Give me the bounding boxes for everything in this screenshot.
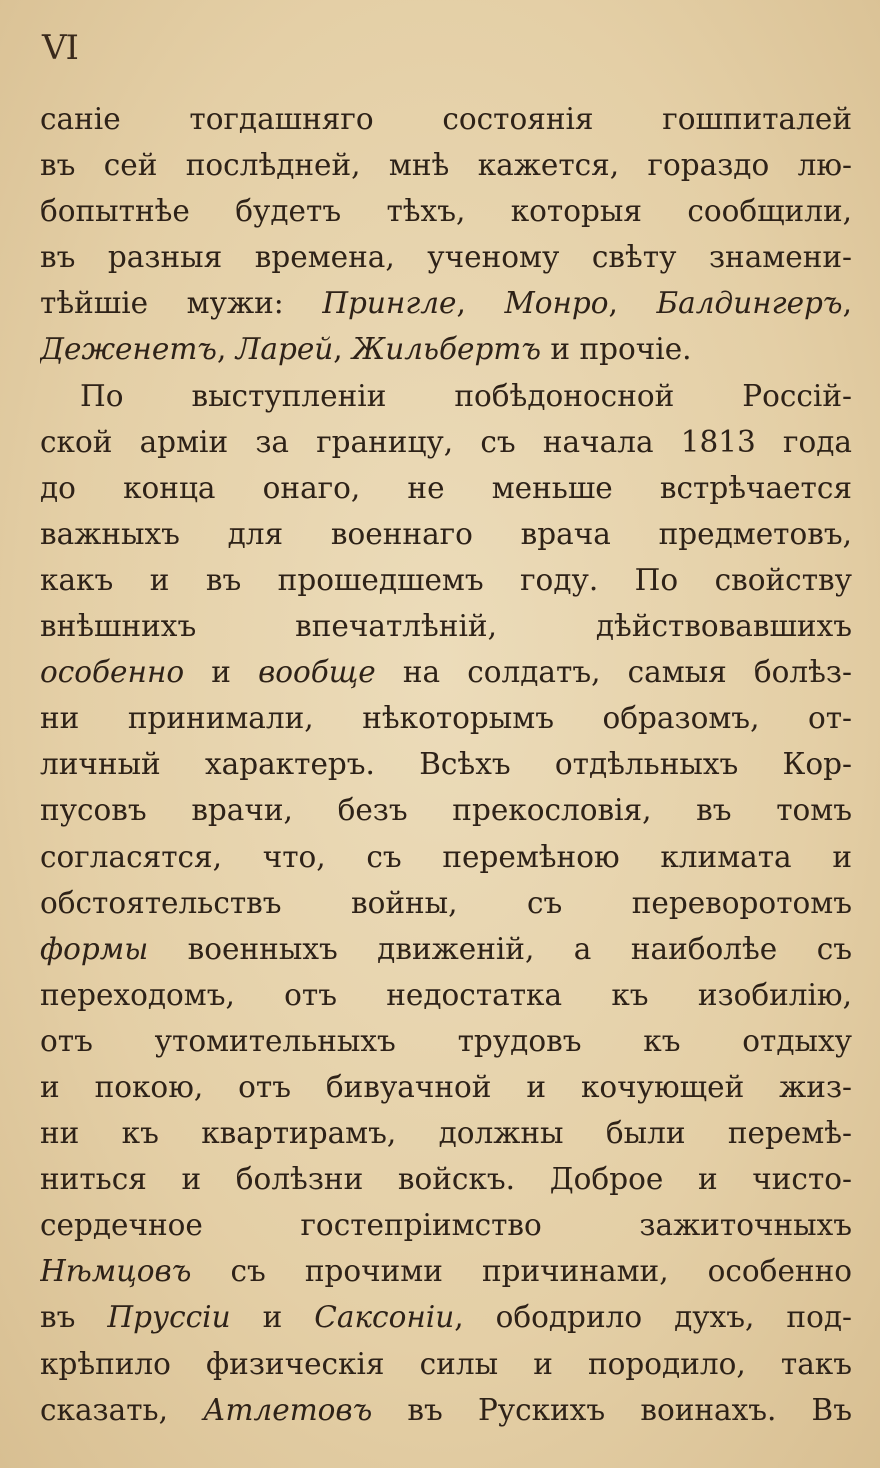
text-segment: военныхъ движеній, а наиболѣе съ xyxy=(148,931,852,966)
text-segment: тѣйшіе мужи: xyxy=(40,286,323,321)
text-segment: , xyxy=(608,286,657,321)
text-segment: на солдатъ, самыя болѣз- xyxy=(375,655,852,690)
text-segment: согласятся, что, съ перемѣною климата и xyxy=(40,839,852,874)
text-segment: , xyxy=(216,332,236,367)
page-number: VI xyxy=(42,28,78,68)
text-segment: , xyxy=(456,286,505,321)
text-line xyxy=(40,1110,852,1156)
text-line xyxy=(40,1248,852,1294)
italic-text: Деженетъ xyxy=(40,332,217,367)
text-segment: , ободрило духъ, под- xyxy=(454,1300,852,1335)
text-segment: ской арміи за границу, съ начала 1813 года xyxy=(40,424,852,459)
text-line xyxy=(40,142,852,188)
text-line xyxy=(40,326,852,372)
text-segment: сказать, xyxy=(40,1392,204,1427)
text-line xyxy=(40,419,852,465)
text-line xyxy=(40,880,852,926)
text-segment: личный характеръ. Всѣхъ отдѣльныхъ Кор- xyxy=(40,747,852,782)
italic-text: Жильбертъ xyxy=(352,332,542,367)
text-segment: въ разныя времена, ученому свѣту знамени- xyxy=(40,240,852,275)
text-segment: переходомъ, отъ недостатка къ изобилію, xyxy=(40,977,852,1012)
text-line xyxy=(40,1294,852,1340)
text-line xyxy=(40,1018,852,1064)
italic-text: Ларей xyxy=(235,332,334,367)
text-segment: По выступленіи побѣдоносной Россій- xyxy=(80,378,852,413)
text-line xyxy=(40,280,852,326)
text-segment: крѣпило физическія силы и породило, такъ xyxy=(40,1346,852,1381)
text-segment: до конца онаго, не меньше встрѣчается xyxy=(40,470,852,505)
text-line xyxy=(40,741,852,787)
text-line xyxy=(40,603,852,649)
italic-text: Нѣмцовъ xyxy=(40,1254,192,1289)
text-line xyxy=(40,373,852,419)
text-line xyxy=(40,465,852,511)
text-line xyxy=(40,96,852,142)
text-segment: важныхъ для военнаго врача предметовъ, xyxy=(40,516,852,551)
text-line xyxy=(40,926,852,972)
text-line xyxy=(40,1387,852,1433)
text-line xyxy=(40,557,852,603)
text-line xyxy=(40,1064,852,1110)
text-line xyxy=(40,649,852,695)
text-segment: ни къ квартирамъ, должны были перемѣ- xyxy=(40,1116,852,1151)
italic-text: Пруссіи xyxy=(107,1300,231,1335)
italic-text: Атлетовъ xyxy=(203,1392,373,1427)
text-line xyxy=(40,787,852,833)
text-segment: обстоятельствъ войны, съ переворотомъ xyxy=(40,885,852,920)
text-line xyxy=(40,234,852,280)
text-segment: отъ утомительныхъ трудовъ къ отдыху xyxy=(40,1023,852,1058)
text-segment: ни принимали, нѣкоторымъ образомъ, от- xyxy=(40,701,852,736)
text-line xyxy=(40,972,852,1018)
text-line xyxy=(40,1156,852,1202)
text-line xyxy=(40,188,852,234)
text-segment: пусовъ врачи, безъ прекословія, въ томъ xyxy=(40,793,852,828)
italic-text: вообще xyxy=(258,655,376,690)
text-segment: бопытнѣе будетъ тѣхъ, которыя сообщили, xyxy=(40,194,852,229)
italic-text: Прингле xyxy=(322,286,457,321)
text-line xyxy=(40,1341,852,1387)
text-line xyxy=(40,511,852,557)
italic-text: Балдингеръ xyxy=(656,286,843,321)
text-segment: и покою, отъ бивуачной и кочующей жиз- xyxy=(40,1069,852,1104)
text-segment: ниться и болѣзни войскъ. Доброе и чисто- xyxy=(40,1162,852,1197)
text-segment: съ прочими причинами, особенно xyxy=(191,1254,852,1289)
text-segment: , xyxy=(333,332,353,367)
text-segment: и xyxy=(230,1300,315,1335)
text-line xyxy=(40,695,852,741)
text-segment: и xyxy=(184,655,259,690)
text-segment: сердечное гостепріимство зажиточныхъ xyxy=(40,1208,852,1243)
italic-text: Саксоніи xyxy=(314,1300,455,1335)
text-line xyxy=(40,834,852,880)
text-segment: внѣшнихъ впечатлѣній, дѣйствовавшихъ xyxy=(40,609,852,644)
text-segment: и прочіе. xyxy=(541,332,692,367)
text-segment: въ сей послѣдней, мнѣ кажется, гораздо лю- xyxy=(40,148,852,183)
italic-text: Монро xyxy=(504,286,609,321)
text-segment: саніе тогдашняго состоянія гошпиталей xyxy=(40,102,852,136)
italic-text: формы xyxy=(40,931,149,966)
body-text xyxy=(40,96,852,1433)
text-segment: въ xyxy=(40,1300,108,1335)
text-segment: въ Рускихъ воинахъ. Въ xyxy=(372,1392,852,1427)
text-segment: какъ и въ прошедшемъ году. По свойству xyxy=(40,562,852,597)
text-segment: , xyxy=(842,286,852,321)
text-line xyxy=(40,1202,852,1248)
italic-text: особенно xyxy=(40,655,185,690)
